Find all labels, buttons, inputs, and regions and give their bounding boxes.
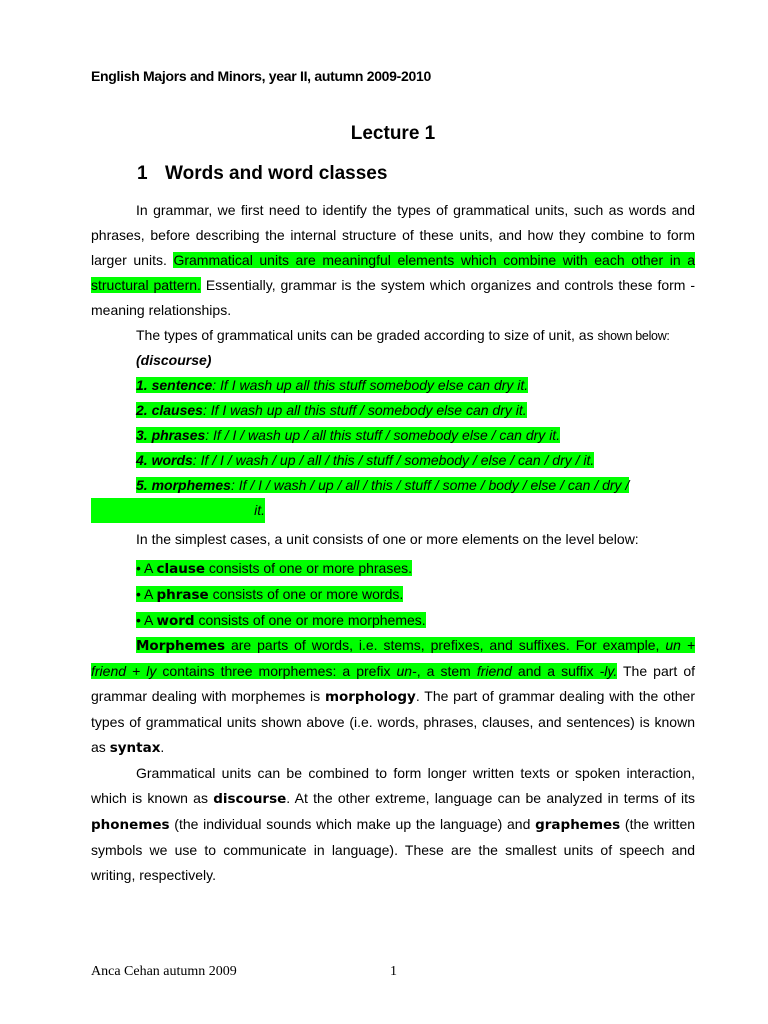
list-item (91, 423, 695, 448)
unit-example: : If I wash up all this stuff / somebody else can dry it. (202, 402, 527, 419)
keyword-discourse: discourse (213, 790, 287, 807)
p4-example: -ly. (599, 663, 618, 680)
p4-text: , a stem (416, 663, 477, 680)
p5-text: (the individual sounds which make up the language) and (169, 815, 536, 832)
paragraph-morphemes (91, 633, 695, 761)
p4-text: are parts of words, i.e. stems, prefixes, and suffixes. For example, (225, 637, 666, 654)
keyword-phonemes: phonemes (91, 816, 170, 833)
keyword-graphemes: graphemes (535, 816, 621, 833)
p4-text: . (160, 739, 165, 756)
bullet-keyword: phrase (156, 586, 209, 603)
bullet-text: consists of one or more words. (208, 585, 404, 602)
section-title: Words and word classes (165, 163, 388, 184)
unit-example-continuation: it. (91, 498, 265, 523)
footer-author: Anca Cehan autumn 2009 (91, 964, 237, 979)
p2-text-b: shown below: (597, 328, 670, 343)
paragraph-types (91, 323, 695, 349)
unit-example: : If / I / wash up / all this stuff / somebody else / can dry it. (205, 427, 561, 444)
p4-text: The part of grammar dealing with morphemes is (91, 663, 695, 705)
bullet-prefix: • A (136, 611, 157, 628)
bullet-text: consists of one or more phrases. (205, 559, 413, 576)
keyword-morphemes: Morphemes (136, 638, 226, 655)
p2-text-a: The types of grammatical units can be graded according to size of unit, as (136, 326, 598, 343)
p5-text: . At the other extreme, language can be analyzed in terms of its (286, 789, 695, 806)
unit-label: 2. clauses (136, 402, 203, 419)
p4-text: and a suffix (511, 663, 600, 680)
p5-text: (the written symbols we use to communicate in language). These are the smallest units of speech and writing, respectively. (91, 815, 696, 883)
p4-text: . The part of grammar dealing with the other types of grammatical units shown above (i.e. words, phrases, clauses, and sentences) is known as (91, 688, 696, 756)
paragraph-simplest: In the simplest cases, a unit consists of one or more elements on the level below: (136, 530, 639, 547)
p4-example: un- (396, 663, 417, 680)
bullet-item (91, 556, 695, 582)
keyword-syntax: syntax (109, 740, 161, 757)
page-number: 1 (390, 964, 397, 979)
paragraph-intro (91, 198, 695, 323)
bullet-prefix: • A (136, 585, 157, 602)
unit-list (91, 348, 695, 522)
list-item-discourse (91, 348, 695, 373)
lecture-title: Lecture 1 (350, 123, 436, 144)
p4-example: un + friend + ly (91, 637, 696, 680)
bullet-item (91, 582, 695, 608)
p1-highlight: Grammatical units are meaningful elements which combine with each other in a structural pattern. (91, 251, 695, 293)
p4-text: contains three morphemes: a prefix (156, 663, 397, 680)
list-item (91, 373, 695, 398)
paragraph-discourse (91, 761, 695, 888)
unit-example: : If I wash up all this stuff somebody else can dry it. (212, 377, 529, 394)
p1-text-a: In grammar, we first need to identify the types of grammatical units, such as words and phrases, before describing the internal structure of these units, and how they combine to form larger units. (91, 202, 695, 268)
list-item (91, 448, 695, 473)
document-body (91, 198, 695, 887)
p5-text: Grammatical units can be combined to form longer written texts or spoken interaction, which is known as (91, 764, 695, 806)
bullet-text: consists of one or more morphemes. (194, 611, 426, 628)
section-heading (137, 163, 387, 185)
unit-example: : If / I / wash / up / all / this / stuff / somebody / else / can / dry / it. (192, 452, 595, 469)
unit-label: 5. morphemes (136, 476, 231, 493)
discourse-label: (discourse) (136, 352, 212, 369)
unit-label: 4. words (136, 452, 193, 469)
bullet-prefix: • A (136, 559, 157, 576)
document-header: English Majors and Minors, year II, autumn 2009-2010 (91, 68, 431, 84)
bullet-list (91, 556, 695, 634)
list-item (91, 473, 695, 498)
bullet-item (91, 608, 695, 634)
unit-label: 3. phrases (136, 427, 206, 444)
keyword-morphology: morphology (324, 689, 416, 706)
bullet-keyword: clause (156, 560, 206, 577)
bullet-keyword: word (156, 612, 195, 629)
list-item (91, 398, 695, 423)
section-number: 1 (137, 163, 148, 184)
unit-label: 1. sentence (136, 377, 213, 394)
p4-example: friend (476, 663, 512, 680)
unit-example: : If / I / wash / up / all / this / stuff / some / body / else / can / dry / (230, 476, 630, 493)
list-item-continuation (91, 498, 695, 523)
p1-text-b: Essentially, grammar is the system which organizes and controls these form - meaning relationships. (91, 276, 695, 318)
